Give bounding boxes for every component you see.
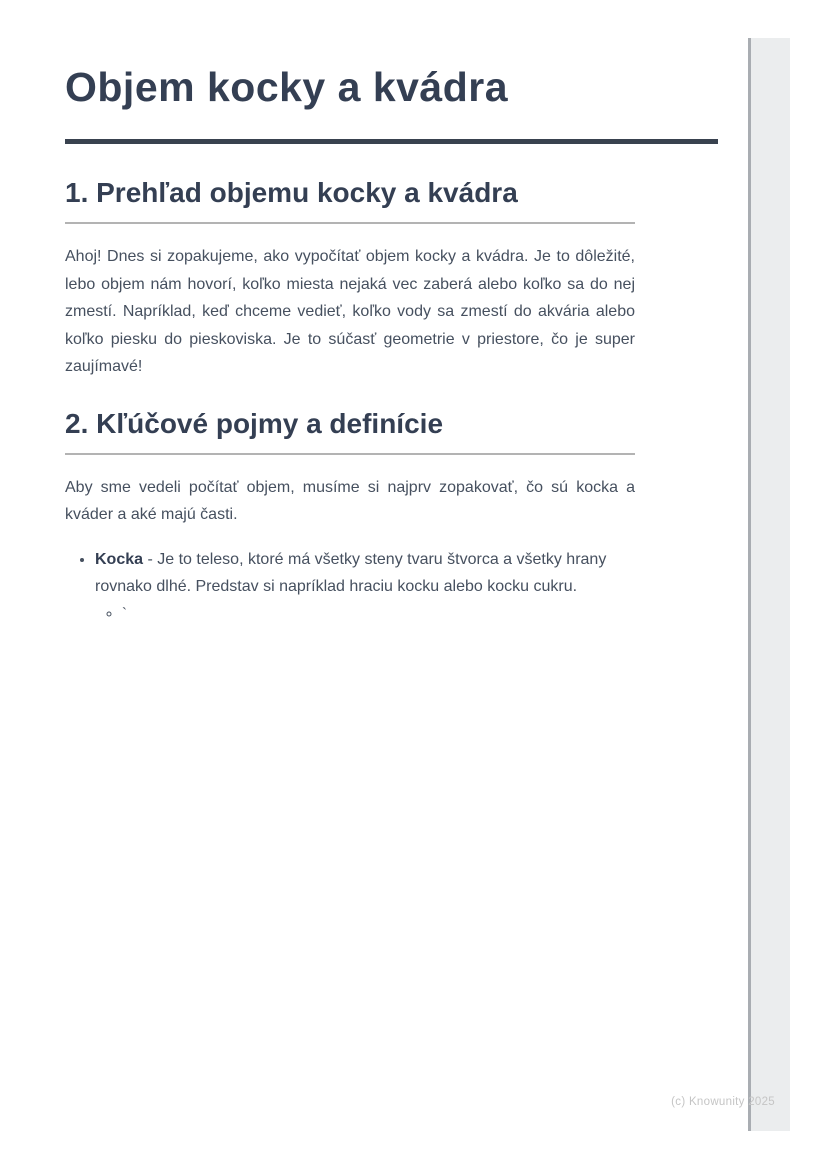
section-1-heading: 1. Prehľad objemu kocky a kvádra bbox=[65, 177, 518, 208]
title-divider bbox=[65, 139, 718, 144]
section-1-divider bbox=[65, 222, 635, 224]
definition-term: Kocka bbox=[95, 550, 144, 568]
section-2 bbox=[65, 407, 718, 627]
page-edge-strip bbox=[748, 38, 790, 1131]
copyright-footer: (c) Knowunity 2025 bbox=[671, 1096, 775, 1108]
page-title: Objem kocky a kvádra bbox=[65, 64, 509, 110]
section-1 bbox=[65, 176, 718, 381]
definition-text: - Je to teleso, ktoré má všetky steny tvaru štvorca a všetky hrany rovnako dlhé. Predstav si napríklad hraciu kocku alebo kocku cukru. bbox=[95, 550, 607, 595]
section-1-paragraph: Ahoj! Dnes si zopakujeme, ako vypočítať objem kocky a kvádra. Je to dôležité, lebo objem nám hovorí, koľko miesta nejaká vec zaberá alebo koľko sa do nej zmestí. Napríklad, keď chceme vedieť, koľko vody sa zmestí do akvária alebo koľko piesku do pieskoviska. Je to súčasť geometrie v priestore, čo je super zaujímavé! bbox=[65, 248, 635, 375]
document-content bbox=[65, 0, 718, 627]
list-item-kocka bbox=[95, 546, 635, 627]
definition-list bbox=[65, 546, 635, 627]
section-2-divider bbox=[65, 453, 635, 455]
section-2-heading: 2. Kľúčové pojmy a definície bbox=[65, 407, 444, 439]
section-2-paragraph: Aby sme vedeli počítať objem, musíme si najprv zopakovať, čo sú kocka a kváder a aké majú časti. bbox=[65, 478, 635, 523]
sub-list bbox=[95, 601, 635, 627]
sub-list-item: ◦ ` bbox=[122, 601, 635, 627]
